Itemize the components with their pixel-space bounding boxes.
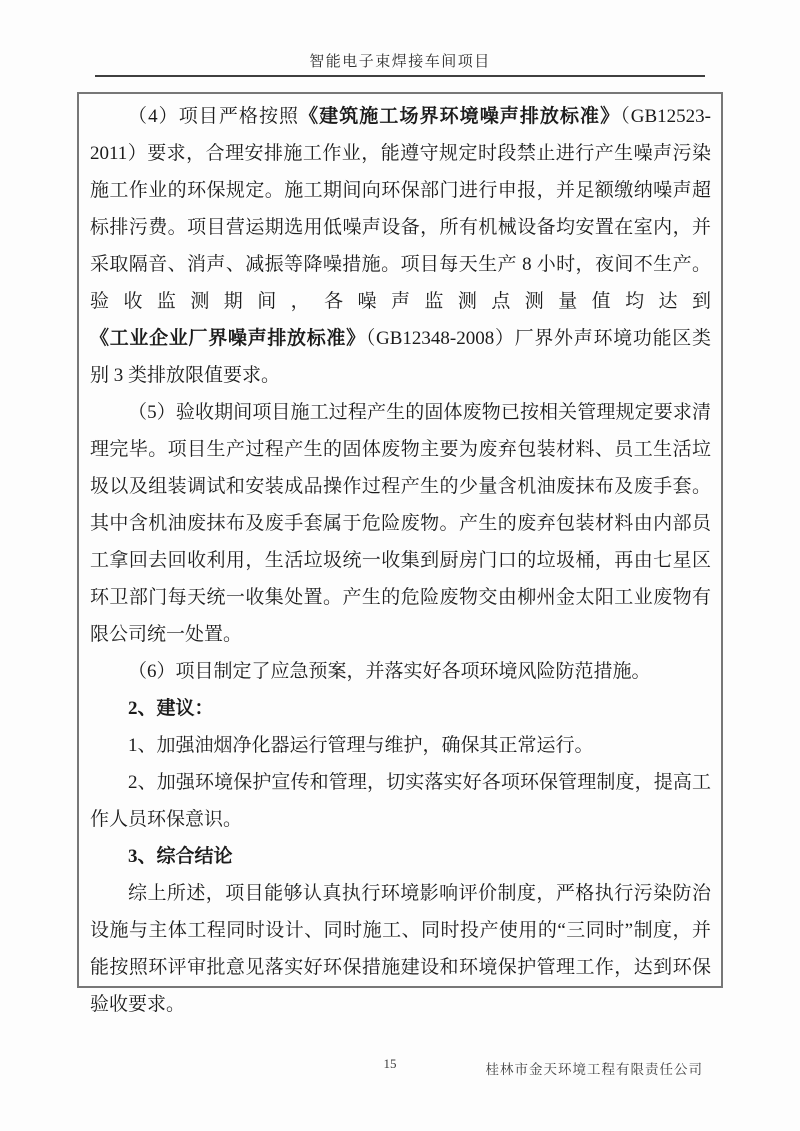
paragraph-item-6-emergency	[90, 653, 711, 690]
text-segment: （5）验收期间项目施工过程产生的固体废物已按相关管理规定要求清理完毕。项目生产过程产生的固体废物主要为废弃包装材料、员工生活垃圾以及组装调试和安装成品操作过程产生的少量含机油废抹布及废手套。其中含机油废抹布及废手套属于危险废物。产生的废弃包装材料由内部员工拿回去回收利用，生活垃圾统一收集到厨房门口的垃圾桶，再由七星区环卫部门每天统一收集处置。产生的危险废物交由柳州金太阳工业废物有限公司统一处置。	[90, 402, 711, 645]
header-rule	[95, 75, 705, 77]
paragraph-suggestion-1	[90, 727, 711, 764]
section-heading-conclusion	[90, 838, 711, 875]
paragraph-conclusion	[90, 875, 711, 1023]
page-header-title: 智能电子束焊接车间项目	[309, 54, 491, 70]
text-segment: 1、加强油烟净化器运行管理与维护，确保其正常运行。	[128, 735, 594, 756]
text-segment: 2、建议：	[128, 698, 214, 719]
paragraph-suggestion-2	[90, 764, 711, 838]
section-heading-suggestions	[90, 690, 711, 727]
text-segment: （GB12523-2011）要求，合理安排施工作业，能遵守规定时段禁止进行产生噪声污染施工作业的环保规定。施工期间向环保部门进行申报，并足额缴纳噪声超标排污费。项目营运期选用低噪声设备，所有机械设备均安置在室内，并采取隔音、消声、减振等降噪措施。项目每天生产 8 小时，夜间不生产。验收监测期间，各噪声监测点测量值均达到	[90, 106, 711, 312]
text-segment: 综上所述，项目能够认真执行环境影响评价制度，严格执行污染防治设施与主体工程同时设计、同时施工、同时投产使用的“三同时”制度，并能按照环评审批意见落实好环保措施建设和环境保护管理工作，达到环保验收要求。	[90, 883, 711, 1015]
paragraph-item-4-noise	[90, 98, 711, 394]
footer-company-name: 桂林市金天环境工程有限责任公司	[485, 1062, 703, 1077]
content-box	[77, 92, 723, 1015]
text-segment-standard-title: 《工业企业厂界噪声排放标准》	[90, 328, 366, 349]
page-number: 15	[383, 1056, 397, 1071]
text-segment: （6）项目制定了应急预案，并落实好各项环境风险防范措施。	[128, 661, 651, 682]
text-segment: （GB12348-2008）厂界外声环境功能区类别 3 类排放限值要求。	[90, 328, 711, 386]
text-segment: 3、综合结论	[128, 846, 233, 867]
text-segment: 2、加强环境保护宣传和管理，切实落实好各项环保管理制度，提高工作人员环保意识。	[90, 772, 711, 830]
text-segment: （4）项目严格按照	[128, 106, 300, 127]
paragraph-item-5-solid-waste	[90, 394, 711, 653]
text-segment-standard-title: 《建筑施工场界环境噪声排放标准》	[299, 106, 621, 127]
